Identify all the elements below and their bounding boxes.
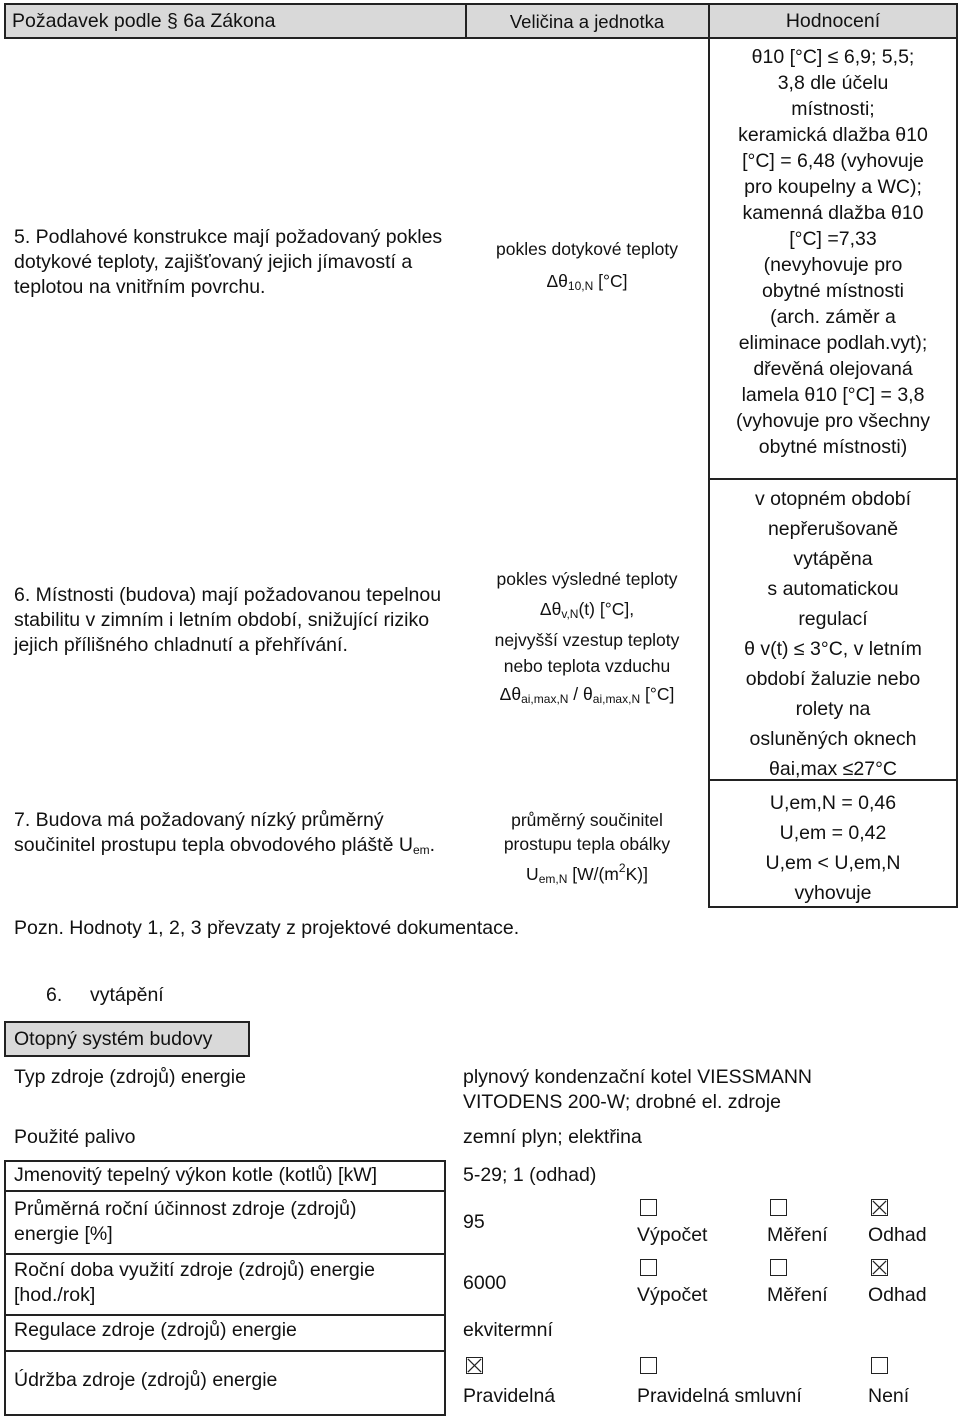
quantity-5 <box>467 233 707 302</box>
divider <box>4 1160 446 1162</box>
evaluation-line: osluněných oknech <box>749 728 917 750</box>
row-label-maintenance: Údržba zdroje (zdrojů) energie <box>14 1369 278 1391</box>
evaluation-line: rolety na <box>795 698 871 720</box>
table-note: Pozn. Hodnoty 1, 2, 3 převzaty z projektové dokumentace. <box>14 917 520 939</box>
value-fuel: zemní plyn; elektřina <box>463 1126 642 1148</box>
divider <box>4 1314 446 1316</box>
evaluation-line: θ10 [°C] ≤ 6,9; 5,5; <box>751 46 915 68</box>
section-number: 6. <box>46 984 63 1006</box>
checkbox-efficiency-measurement[interactable] <box>770 1199 787 1216</box>
row-label-usage-time: Roční doba využití zdroje (zdrojů) energie [hod./rok] <box>14 1259 375 1306</box>
quantity-6-line1: pokles výsledné teploty <box>496 569 678 589</box>
requirement-7: 7. Budova má požadovaný nízký průměrný součinitel prostupu tepla obvodového pláště $U_{em}$. <box>14 809 436 857</box>
evaluation-line: [°C] =7,33 <box>789 228 877 250</box>
option-label-efficiency-measurement: Měření <box>767 1224 828 1246</box>
divider <box>4 1190 446 1192</box>
checkbox-usage-estimate[interactable] <box>871 1259 888 1276</box>
divider <box>4 1021 250 1023</box>
checkbox-efficiency-estimate[interactable] <box>871 1199 888 1216</box>
quantity-6-line3: nejvyšší vzestup teploty <box>494 630 680 650</box>
quantity-6-line2: $\Delta\theta_{v,N}(t)$ [°C], <box>539 599 635 621</box>
column-header-requirement: Požadavek podle § 6a Zákona <box>12 10 276 32</box>
evaluation-line: 3,8 dle účelu <box>777 72 889 94</box>
evaluation-line: (arch. záměr a <box>770 306 896 328</box>
checkbox-maintenance-contract[interactable] <box>640 1357 657 1374</box>
divider <box>4 3 6 38</box>
row-label-source-type: Typ zdroje (zdrojů) energie <box>14 1066 246 1088</box>
evaluation-line: v otopném období <box>754 488 912 510</box>
quantity-5-label: pokles dotykové teploty <box>496 239 678 259</box>
divider <box>708 478 958 480</box>
requirement-6: 6. Místnosti (budova) mají požadovanou tepelnou stabilitu v zimním i letním období, snižující riziko jejich přílišného chladnutí a přehřívání. <box>14 584 442 656</box>
quantity-6-line5: $\Delta\theta_{ai,max,N} / \theta_{ai,max,N}$ [°C] <box>499 684 675 706</box>
value-rated-output: 5-29; 1 (odhad) <box>463 1164 597 1186</box>
evaluation-line: θai,max ≤27°C <box>769 758 897 780</box>
requirement-5: 5. Podlahové konstrukce mají požadovaný pokles dotykové teploty, zajišťovaný jejich jímavostí a teplotou na vnitřním povrchu. <box>14 226 443 298</box>
heating-header-label: Otopný systém budovy <box>14 1028 213 1050</box>
evaluation-line: lamela θ10 [°C] = 3,8 <box>741 384 925 406</box>
divider <box>708 3 710 908</box>
evaluation-line: θ v(t) ≤ 3°C, v letním <box>744 638 922 660</box>
column-header-evaluation: Hodnocení <box>785 10 881 32</box>
evaluation-5 <box>712 44 954 460</box>
section-title: vytápění <box>90 984 164 1006</box>
evaluation-line: (nevyhovuje pro <box>763 254 903 276</box>
row-label-rated-output: Jmenovitý tepelný výkon kotle (kotlů) [kW] <box>14 1164 378 1186</box>
quantity-7-line2: prostupu tepla obálky <box>503 834 671 854</box>
column-header-quantity: Veličina a jednotka <box>509 11 665 32</box>
divider <box>4 1160 6 1416</box>
option-label-usage-calculation: Výpočet <box>637 1284 708 1306</box>
evaluation-line: regulací <box>798 608 868 630</box>
checkbox-usage-calculation[interactable] <box>640 1259 657 1276</box>
evaluation-line: nepřerušovaně <box>767 518 899 540</box>
divider <box>4 1414 446 1416</box>
value-regulation: ekvitermní <box>463 1319 553 1341</box>
option-label-maintenance-regular: Pravidelná <box>463 1385 556 1407</box>
divider <box>4 37 958 39</box>
evaluation-6 <box>712 484 954 784</box>
evaluation-line: s automatickou <box>767 578 899 600</box>
option-label-usage-estimate: Odhad <box>868 1284 927 1306</box>
quantity-6-line4: nebo teplota vzduchu <box>503 656 671 676</box>
row-label-fuel: Použité palivo <box>14 1126 136 1148</box>
divider <box>4 3 958 5</box>
evaluation-line: eliminace podlah.vyt); <box>738 332 928 354</box>
divider <box>4 1350 446 1352</box>
evaluation-line: [°C] = 6,48 (vyhovuje <box>742 150 924 172</box>
evaluation-line: kamenná dlažba θ10 <box>742 202 924 224</box>
evaluation-line: vytápěna <box>793 548 873 570</box>
check-cross-icon <box>872 1200 887 1215</box>
quantity-7-line3: $U_{em,N}$ $[W/(m^2K)]$ <box>526 861 648 886</box>
option-label-maintenance-none: Není <box>868 1385 910 1407</box>
evaluation-line: U,em,N = 0,46 <box>769 792 897 814</box>
check-cross-icon <box>467 1358 482 1373</box>
option-label-usage-measurement: Měření <box>767 1284 828 1306</box>
quantity-6 <box>467 566 707 712</box>
divider <box>956 3 958 908</box>
evaluation-line: U,em = 0,42 <box>779 822 887 844</box>
evaluation-line: obytné místnosti <box>762 280 904 302</box>
divider <box>4 1253 446 1255</box>
evaluation-7 <box>712 788 954 908</box>
divider <box>248 1021 250 1057</box>
quantity-7 <box>467 808 707 891</box>
row-label-efficiency: Průměrná roční účinnost zdroje (zdrojů) energie [%] <box>14 1198 357 1245</box>
value-efficiency: 95 <box>463 1211 485 1233</box>
evaluation-line: obytné místnosti) <box>758 436 908 458</box>
row-label-regulation: Regulace zdroje (zdrojů) energie <box>14 1319 297 1341</box>
evaluation-line: vyhovuje <box>794 882 872 904</box>
option-label-efficiency-calculation: Výpočet <box>637 1224 708 1246</box>
option-label-efficiency-estimate: Odhad <box>868 1224 927 1246</box>
option-label-maintenance-contract: Pravidelná smluvní <box>637 1385 802 1407</box>
divider <box>444 1160 446 1416</box>
divider <box>4 1021 6 1057</box>
evaluation-line: dřevěná olejovaná <box>753 358 913 380</box>
checkbox-maintenance-regular[interactable] <box>466 1357 483 1374</box>
check-cross-icon <box>872 1260 887 1275</box>
evaluation-line: (vyhovuje pro všechny <box>735 410 930 432</box>
evaluation-line: pro koupelny a WC); <box>744 176 922 198</box>
checkbox-usage-measurement[interactable] <box>770 1259 787 1276</box>
evaluation-line: období žaluzie nebo <box>745 668 921 690</box>
evaluation-line: keramická dlažba θ10 <box>738 124 928 146</box>
evaluation-line: U,em < U,em,N <box>765 852 901 874</box>
evaluation-line: místnosti; <box>791 98 875 120</box>
quantity-7-line1: průměrný součinitel <box>511 810 663 830</box>
divider <box>4 1055 250 1057</box>
checkbox-maintenance-none[interactable] <box>871 1357 888 1374</box>
quantity-5-symbol: $\Delta\theta_{10,N}$ [°C] <box>546 271 628 293</box>
checkbox-efficiency-calculation[interactable] <box>640 1199 657 1216</box>
value-source-type: plynový kondenzační kotel VIESSMANN VITODENS 200-W; drobné el. zdroje <box>463 1066 813 1113</box>
value-usage-time: 6000 <box>463 1272 507 1294</box>
